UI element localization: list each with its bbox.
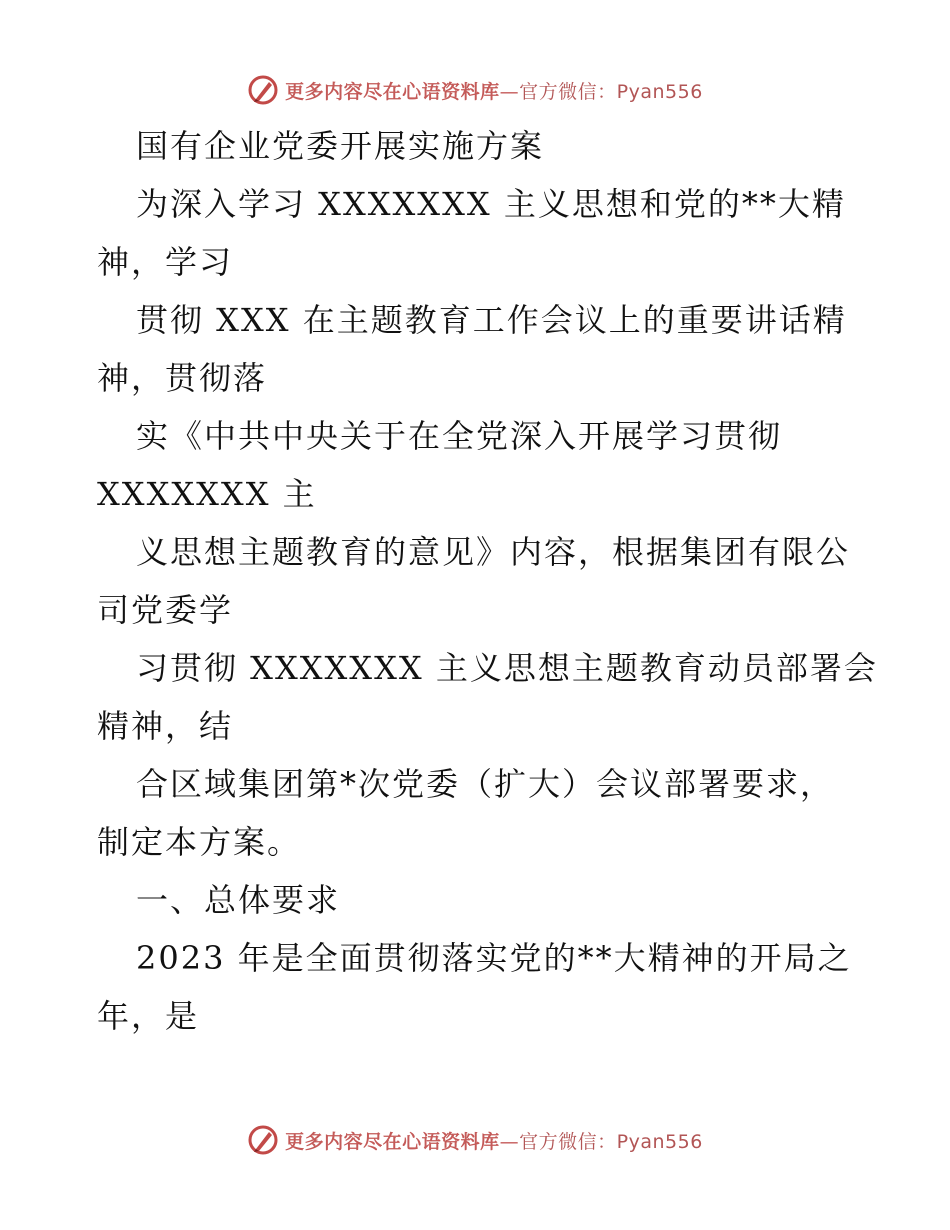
body-line: 义思想主题教育的意见》内容，根据集团有限公 [136,533,851,571]
watermark-text [285,1127,703,1154]
body-line: 实《中共中央关于在全党深入开展学习贯彻 [136,417,783,455]
body-line: 合区域集团第*次党委（扩大）会议部署要求， [136,765,835,803]
watermark-main: 更多内容尽在心语资料库 [285,1130,500,1153]
watermark-separator: — [499,80,520,103]
body-line: 神，贯彻落 [97,359,268,397]
body-line: 神，学习 [97,243,234,281]
watermark-separator: — [499,1130,520,1153]
body-line: 年，是 [97,997,200,1035]
watermark-contact: 官方微信：Pyan556 [519,80,703,103]
body-line: 为深入学习 XXXXXXX 主义思想和党的**大精 [136,185,846,223]
body-line: 司党委学 [97,591,234,629]
footer-watermark [0,1120,950,1160]
watermark-contact: 官方微信：Pyan556 [519,1130,703,1153]
body-line: 制定本方案。 [97,823,302,861]
document-body [97,117,878,1045]
watermark-text [285,77,703,104]
body-line: 贯彻 XXX 在主题教育工作会议上的重要讲话精 [136,301,847,339]
body-line: 习贯彻 XXXXXXX 主义思想主题教育动员部署会 [136,649,878,687]
header-watermark [0,70,950,110]
body-line: 精神，结 [97,707,234,745]
pen-logo-icon [247,74,279,106]
pen-logo-icon [247,1124,279,1156]
watermark-main: 更多内容尽在心语资料库 [285,80,500,103]
section-heading: 一、总体要求 [136,881,341,919]
body-line: 2023 年是全面贯彻落实党的**大精神的开局之 [136,939,852,977]
document-title: 国有企业党委开展实施方案 [136,127,545,165]
body-line: XXXXXXX 主 [97,475,317,513]
